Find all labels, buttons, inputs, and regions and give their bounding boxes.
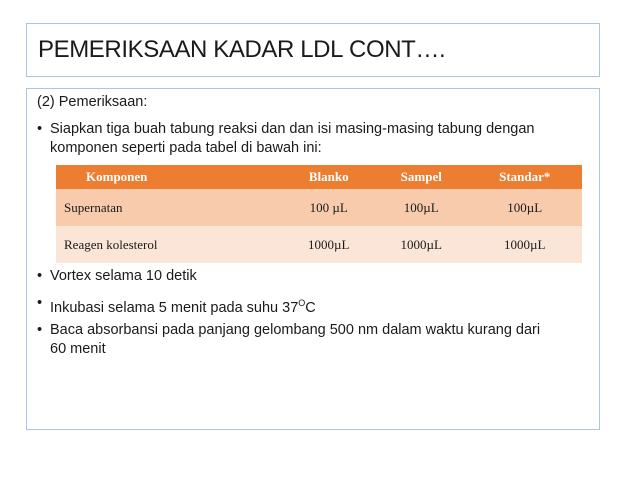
bullet-prepare-line1: Siapkan tiga buah tabung reaksi dan dan isi masing-masing tabung dengan xyxy=(50,121,535,137)
cell-blanko: 1000µL xyxy=(283,226,375,263)
component-table xyxy=(56,165,582,263)
bullet-read xyxy=(37,321,597,359)
bullet-incubate-text xyxy=(50,294,597,318)
slide-title xyxy=(26,23,600,77)
incubate-pre: Inkubasi selama 5 menit pada suhu 37 xyxy=(50,299,299,316)
table-row xyxy=(56,226,582,263)
bullet-vortex-text: Vortex selama 10 detik xyxy=(50,268,197,284)
cell-sampel: 100µL xyxy=(375,189,467,226)
bullet-dot: • xyxy=(37,295,43,311)
header-blanko: Blanko xyxy=(283,165,375,189)
header-komponen: Komponen xyxy=(56,165,283,189)
table-header-row xyxy=(56,165,582,189)
header-standar: Standar* xyxy=(468,165,583,189)
title-suffix: CONT…. xyxy=(349,36,446,63)
bullet-vortex xyxy=(37,267,597,286)
cell-standar: 100µL xyxy=(468,189,583,226)
cell-sampel: 1000µL xyxy=(375,226,467,263)
bullet-incubate xyxy=(37,294,597,318)
table-row xyxy=(56,189,582,226)
intro-text: (2) Pemeriksaan: xyxy=(37,94,148,110)
bullet-dot: • xyxy=(37,322,43,338)
cell-blanko: 100 µL xyxy=(283,189,375,226)
bullet-read-line1: Baca absorbansi pada panjang gelombang 500 nm dalam waktu kurang dari xyxy=(50,322,541,338)
bullet-read-line2: 60 menit xyxy=(50,341,106,357)
cell-component: Supernatan xyxy=(56,189,283,226)
cell-component: Reagen kolesterol xyxy=(56,226,283,263)
incubate-sup: O xyxy=(298,298,306,308)
bullet-prepare xyxy=(37,120,597,158)
bullet-dot: • xyxy=(37,268,43,284)
incubate-post: C xyxy=(305,299,316,316)
bullet-dot: • xyxy=(37,121,43,137)
cell-standar: 1000µL xyxy=(468,226,583,263)
header-sampel: Sampel xyxy=(375,165,467,189)
title-main: PEMERIKSAAN KADAR LDL xyxy=(38,36,344,63)
bullet-prepare-line2: komponen seperti pada tabel di bawah ini: xyxy=(50,140,322,156)
